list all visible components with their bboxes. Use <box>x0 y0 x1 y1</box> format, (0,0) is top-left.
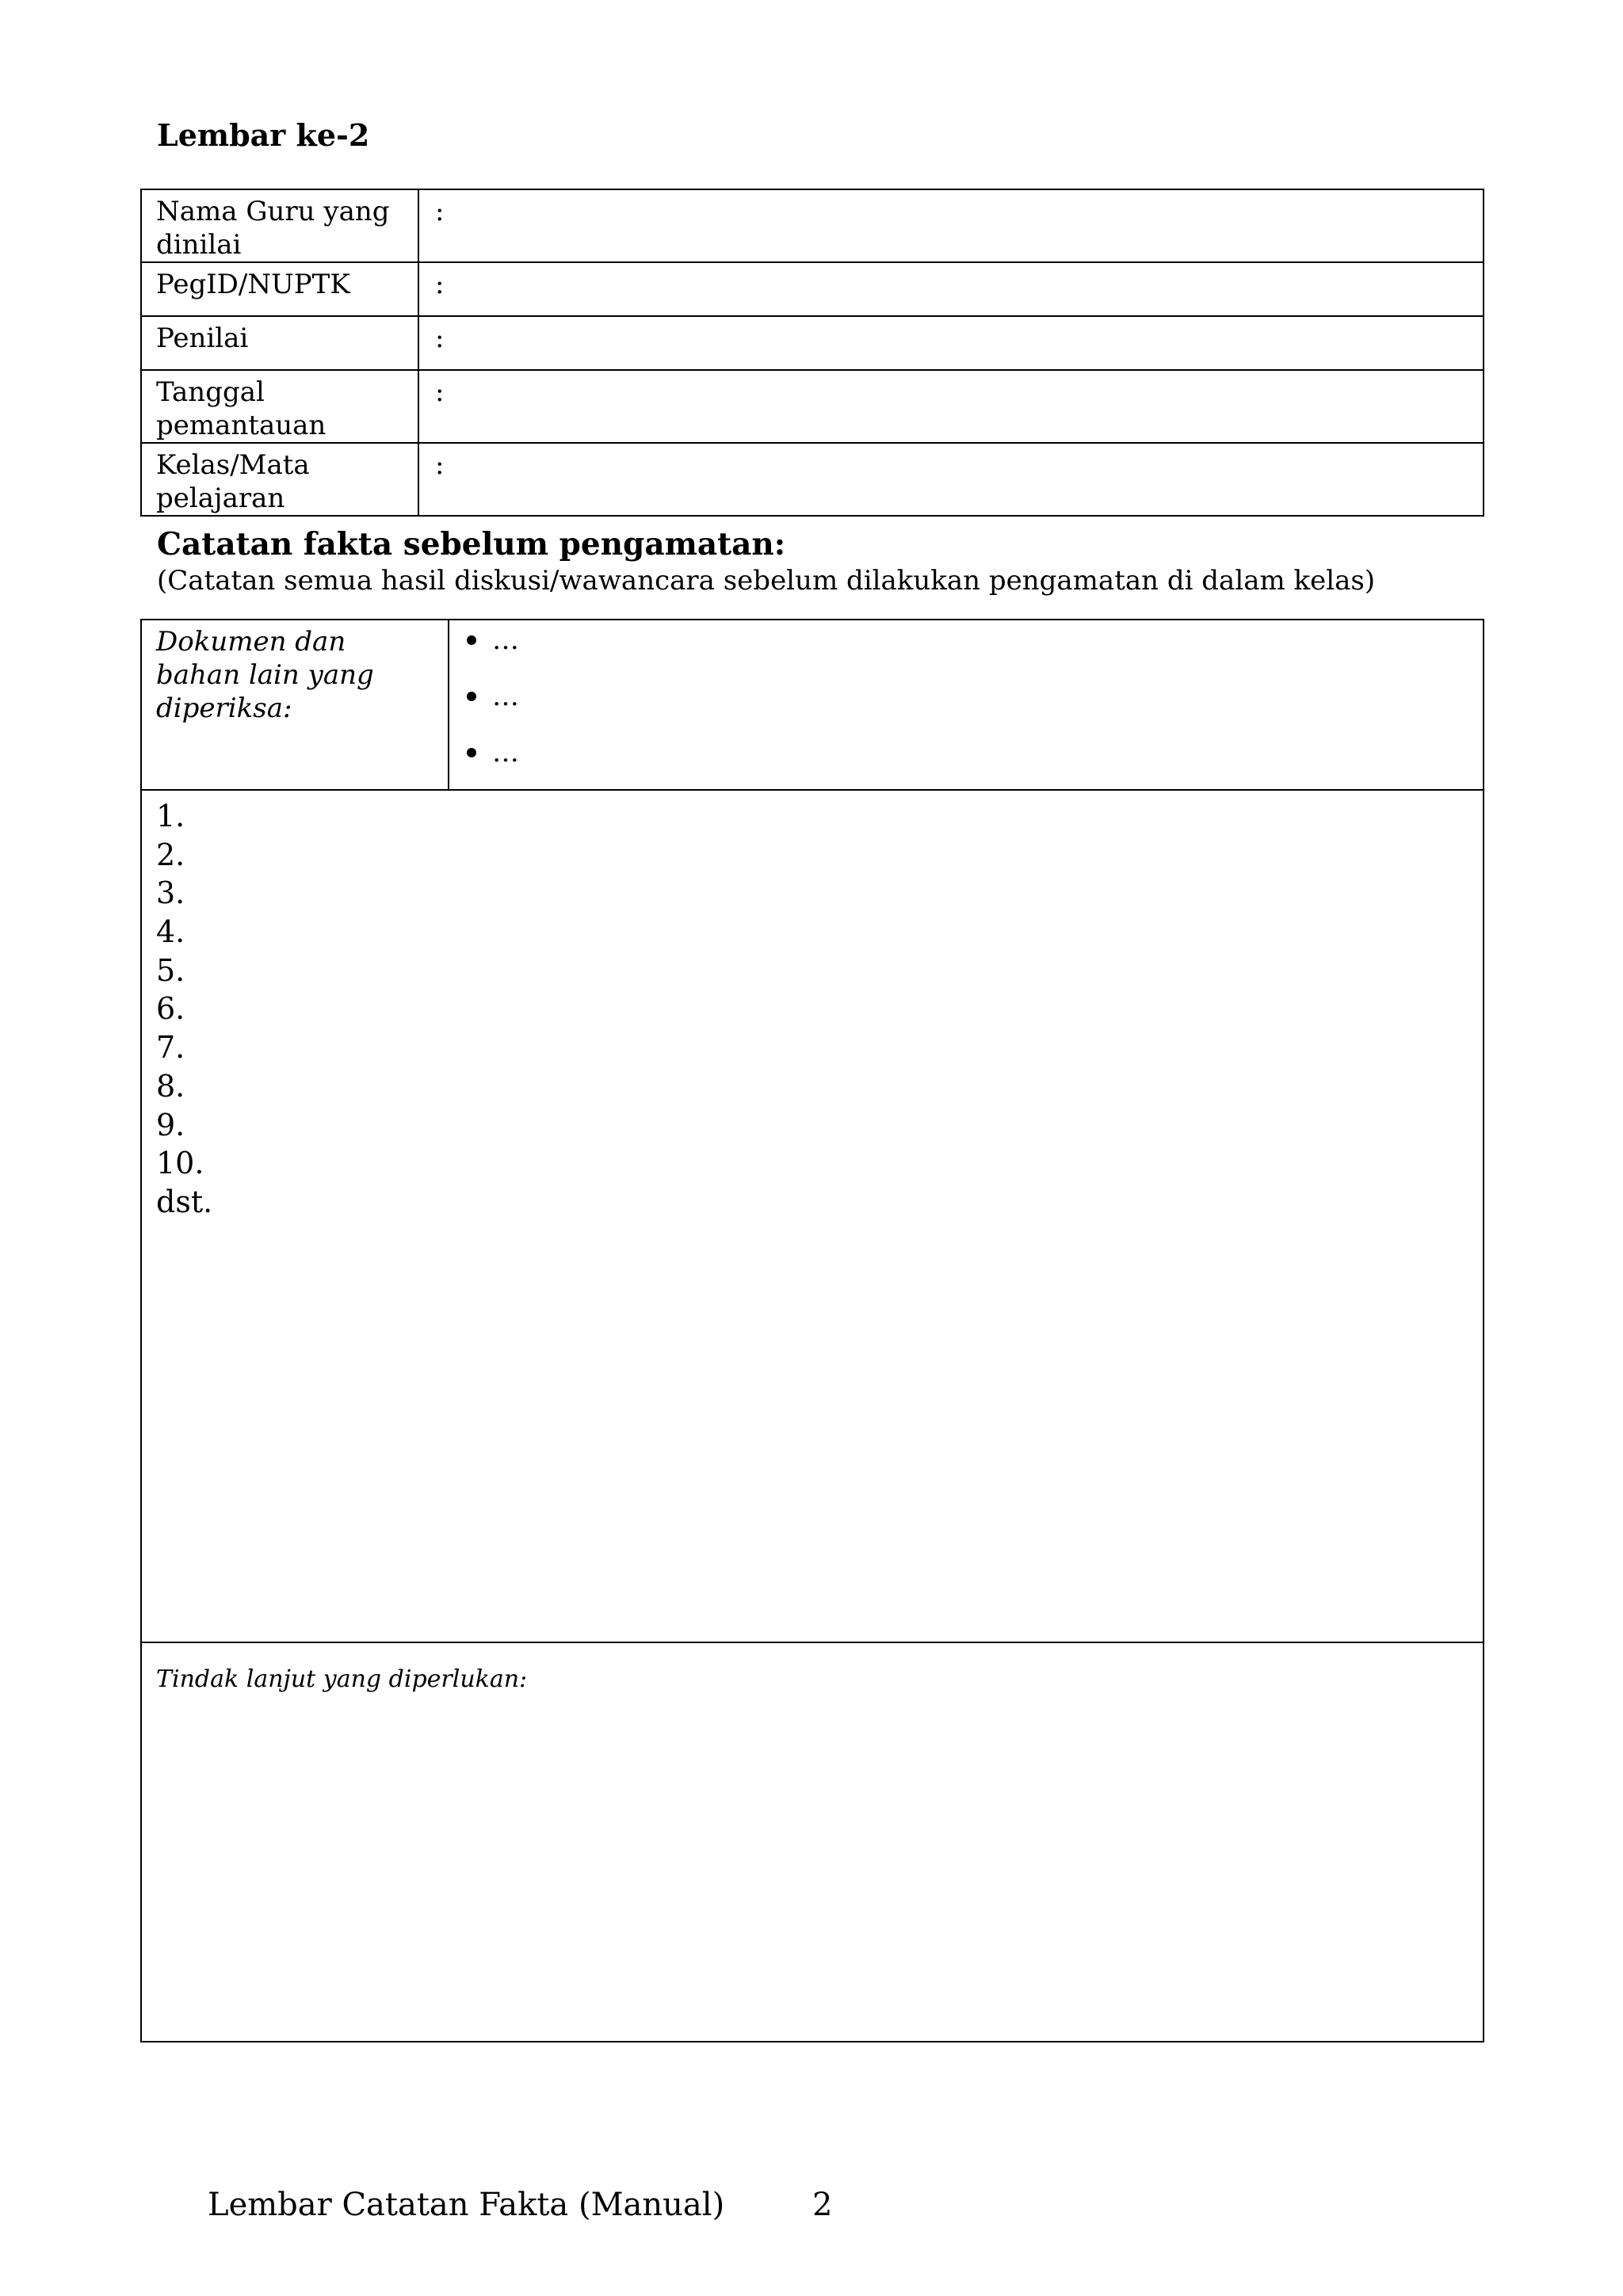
list-item: 8. <box>156 1068 185 1104</box>
list-item <box>467 680 1483 736</box>
documents-row <box>142 620 1483 791</box>
list-item <box>467 736 1483 792</box>
table-row <box>141 189 1484 262</box>
list-item-text: … <box>492 737 519 769</box>
page-number: 2 <box>812 2187 833 2223</box>
followup-label: Tindak lanjut yang diperlukan: <box>156 1665 528 1693</box>
list-item: 4. <box>156 914 185 950</box>
row-value-class-subject[interactable]: : <box>418 443 1484 516</box>
row-value-monitoring-date[interactable]: : <box>418 370 1484 443</box>
page-title: Lembar ke-2 <box>157 117 370 153</box>
list-item: dst. <box>156 1184 213 1219</box>
row-value-teacher-name[interactable]: : <box>418 189 1484 262</box>
identity-table <box>140 189 1484 517</box>
footer-title: Lembar Catatan Fakta (Manual) <box>208 2187 725 2223</box>
row-value-assessor[interactable]: : <box>418 316 1484 370</box>
row-label-teacher-name: Nama Guru yang dinilai <box>141 189 418 262</box>
followup-area[interactable] <box>142 1643 1483 2041</box>
row-value-pegid[interactable]: : <box>418 262 1484 316</box>
documents-list[interactable] <box>449 620 1483 792</box>
table-row <box>141 370 1484 443</box>
table-row <box>141 262 1484 316</box>
notes-table <box>140 619 1484 2042</box>
table-row <box>141 443 1484 516</box>
section-subheading: (Catatan semua hasil diskusi/wawancara sebelum dilakukan pengamatan di dalam kelas) <box>157 565 1376 597</box>
row-label-class-subject: Kelas/Mata pelajaran <box>141 443 418 516</box>
numbered-list <box>156 797 1468 1222</box>
list-item: 6. <box>156 991 185 1027</box>
list-item: 2. <box>156 837 185 872</box>
row-label-monitoring-date: Tanggal pemantauan <box>141 370 418 443</box>
list-item: 5. <box>156 952 185 988</box>
list-item <box>467 624 1483 680</box>
bullet-icon <box>467 692 476 701</box>
list-item-text: … <box>492 624 519 656</box>
table-row <box>141 316 1484 370</box>
list-item: 3. <box>156 875 185 911</box>
list-item: 10. <box>156 1146 204 1181</box>
list-item-text: … <box>492 681 519 712</box>
row-label-pegid: PegID/NUPTK <box>141 262 418 316</box>
row-label-assessor: Penilai <box>141 316 418 370</box>
section-heading: Catatan fakta sebelum pengamatan: <box>157 526 786 563</box>
documents-label: Dokumen dan bahan lain yang diperiksa: <box>142 620 449 789</box>
notes-area[interactable] <box>142 791 1483 1643</box>
bullet-icon <box>467 635 476 645</box>
list-item: 9. <box>156 1107 185 1142</box>
list-item: 7. <box>156 1030 185 1066</box>
bullet-icon <box>467 748 476 757</box>
list-item: 1. <box>156 799 185 833</box>
